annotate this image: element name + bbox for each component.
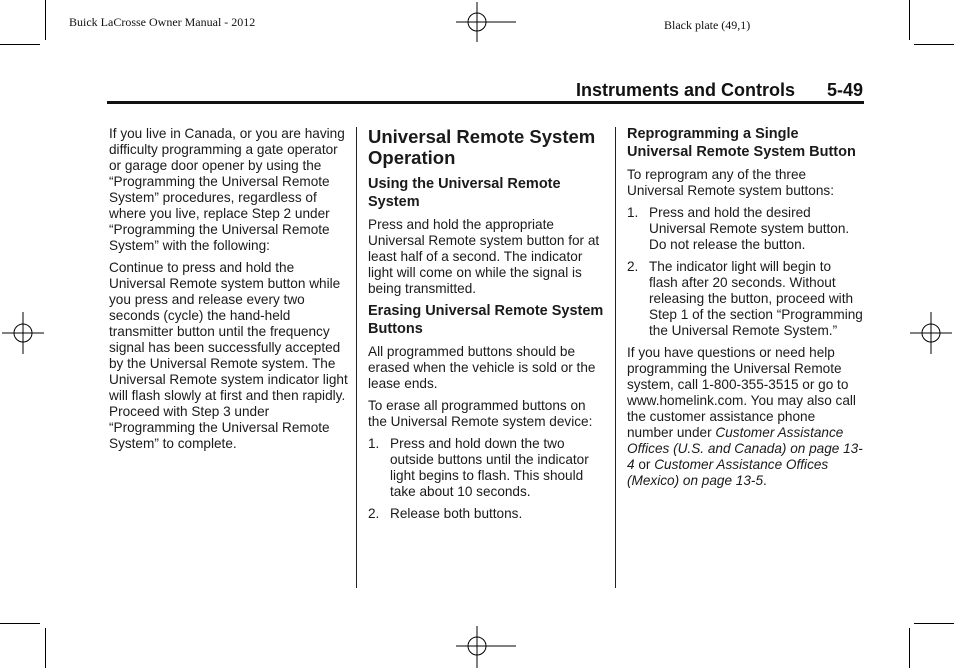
list-item [627, 259, 863, 339]
paragraph [627, 345, 863, 489]
cross-reference-link[interactable]: Customer Assistance Offices (U.S. and Canada) on page 13-4 [627, 425, 863, 472]
steps-list [627, 205, 863, 339]
crop-mark [0, 44, 40, 45]
step-number: 2. [627, 259, 639, 274]
paragraph: Continue to press and hold the Universal Remote system button while you press and release every two seconds (cycle) the hand-held transmitter button until the frequency signal has been successfully accepted by the Universal Remote system. The Universal Remote system indicator light will flash slowly at first and then rapidly. Proceed with Step 3 under “Programming the Universal Remote System” to complete. [109, 260, 348, 451]
list-item [368, 506, 606, 522]
paragraph: If you live in Canada, or you are having difficulty programming a gate operator or garage door opener by using the “Programming the Universal Remote System” procedures, regardless of where you live, replace Step 2 under “Programming the Universal Remote System” with the following: [109, 126, 345, 253]
crop-mark [909, 0, 910, 40]
subheading: Using the Universal Remote System [368, 176, 561, 210]
column-divider [356, 127, 357, 588]
crop-mark [0, 623, 40, 624]
conjunction-text: or [638, 457, 651, 472]
column-1 [109, 126, 349, 458]
contact-text: If you have questions or need help programming the Universal Remote system, call 1-800-355-3515 or go to www.homelink.com. You may also call the customer assistance phone number under [627, 345, 856, 440]
paragraph: To erase all programmed buttons on the Universal Remote system device: [368, 398, 593, 429]
section-title: Instruments and Controls [575, 80, 795, 100]
registration-mark-icon [456, 2, 516, 42]
paragraph: Press and hold the appropriate Universal Remote system button for at least half of a second. The indicator light will come on while the signal is being transmitted. [368, 217, 600, 296]
steps-list [368, 436, 606, 522]
page-number: 5-49 [826, 80, 863, 100]
crop-mark [914, 44, 954, 45]
registration-mark-icon [910, 312, 952, 354]
step-text: The indicator light will begin to flash after 20 seconds. Without releasing the button, proceed with Step 1 of the section “Programming the Universal Remote System.” [649, 259, 863, 338]
registration-mark-icon [456, 626, 516, 668]
cross-reference-link[interactable]: Customer Assistance Offices (Mexico) on page 13-5 [627, 457, 829, 488]
section-header [109, 80, 863, 100]
column-2 [368, 126, 606, 528]
step-text: Release both buttons. [390, 506, 523, 521]
subheading: Erasing Universal Remote System Buttons [368, 303, 604, 337]
plate-label: Black plate (49,1) [664, 18, 751, 32]
manual-title: Buick LaCrosse Owner Manual - 2012 [69, 15, 256, 29]
list-item [627, 205, 863, 253]
paragraph: All programmed buttons should be erased when the vehicle is sold or the lease ends. [368, 344, 596, 391]
step-text: Press and hold the desired Universal Remote system button. Do not release the button. [649, 205, 850, 252]
section-heading: Universal Remote System Operation [368, 126, 596, 168]
list-item [368, 436, 606, 500]
paragraph: To reprogram any of the three Universal Remote system buttons: [627, 167, 835, 198]
registration-mark-icon [2, 312, 44, 354]
step-number: 1. [368, 436, 380, 451]
crop-mark [909, 628, 910, 668]
column-divider [615, 127, 616, 588]
subheading: Reprogramming a Single Universal Remote System Button [627, 126, 856, 160]
header-rule [107, 101, 864, 104]
step-number: 1. [627, 205, 639, 220]
step-text: Press and hold down the two outside buttons until the indicator light begins to flash. This should take about 10 seconds. [390, 436, 589, 499]
step-number: 2. [368, 506, 380, 521]
period-text: . [763, 473, 767, 488]
crop-mark [45, 0, 46, 40]
column-3 [627, 126, 863, 495]
crop-mark [45, 628, 46, 668]
crop-mark [914, 623, 954, 624]
